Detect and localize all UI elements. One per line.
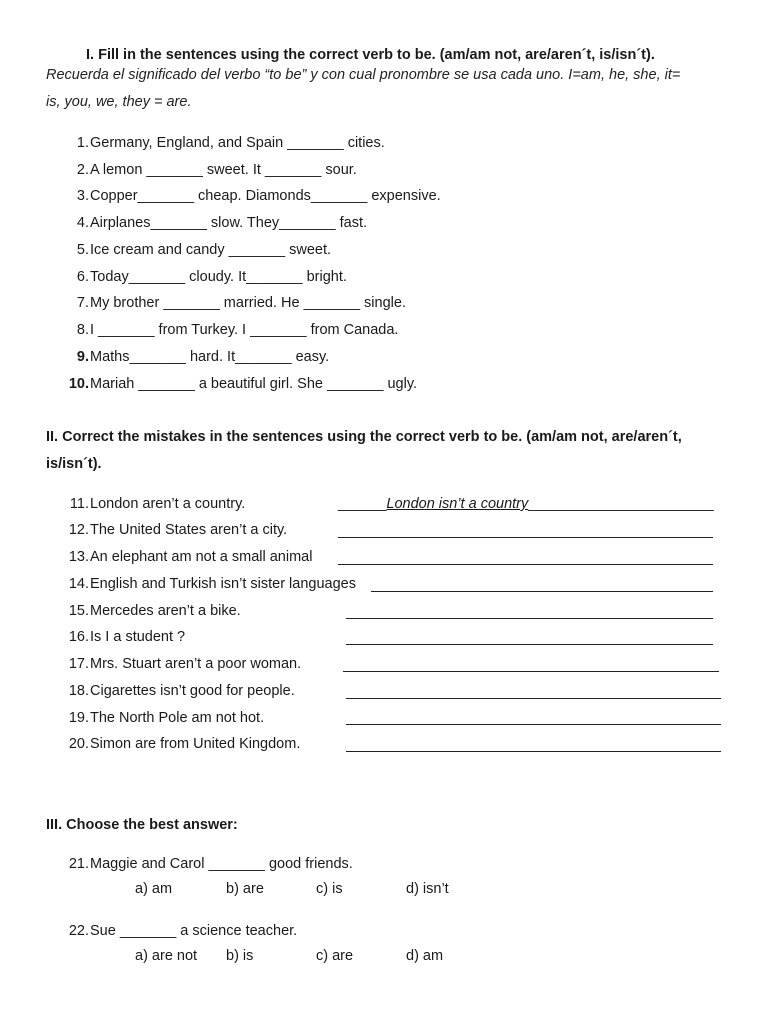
section-1-note-line-1: Recuerda el significado del verbo “to be” y con cual pronombre se usa cada uno. I=am, he, she, it= <box>46 67 681 83</box>
item-text: A lemon _______ sweet. It _______ sour. <box>90 162 357 178</box>
list-item <box>67 494 347 514</box>
list-item <box>67 627 347 647</box>
item-text: Airplanes_______ slow. They_______ fast. <box>90 215 368 231</box>
item-number: 8. <box>76 322 89 338</box>
list-item <box>67 347 667 367</box>
answer-option-d[interactable]: d) isn’t <box>406 881 449 897</box>
answer-blank[interactable] <box>346 618 713 619</box>
question-text: Maggie and Carol _______ good friends. <box>90 856 353 872</box>
section-3-title: III. Choose the best answer: <box>46 817 238 833</box>
question-number: 22. <box>68 923 89 939</box>
list-item <box>67 320 667 340</box>
list-item <box>67 374 667 394</box>
item-text: Mercedes aren’t a bike. <box>90 603 241 619</box>
item-text: Today_______ cloudy. It_______ bright. <box>90 269 347 285</box>
answer-blank[interactable] <box>371 591 713 592</box>
item-number: 14. <box>68 576 89 592</box>
answer-blank[interactable] <box>346 644 713 645</box>
list-item <box>67 160 667 180</box>
list-item <box>67 708 347 728</box>
item-number: 12. <box>68 522 89 538</box>
answer-option-d[interactable]: d) am <box>406 948 444 964</box>
section-2-title-line-2: is/isn´t). <box>46 456 102 472</box>
item-number: 15. <box>68 603 89 619</box>
item-number: 5. <box>76 242 89 258</box>
item-number: 2. <box>76 162 89 178</box>
example-answer-line <box>338 494 714 514</box>
item-text: Ice cream and candy _______ sweet. <box>90 242 332 258</box>
item-number: 3. <box>76 188 89 204</box>
answer-blank[interactable] <box>338 564 713 565</box>
list-item <box>67 293 667 313</box>
list-item <box>67 186 667 206</box>
item-number: 10. <box>68 376 89 392</box>
item-number: 9. <box>76 349 89 365</box>
item-number: 20. <box>68 736 89 752</box>
item-text: An elephant am not a small animal <box>90 549 313 565</box>
answer-option-b[interactable]: b) are <box>226 881 264 897</box>
list-item <box>67 681 347 701</box>
item-text: London aren’t a country. <box>90 496 246 512</box>
example-answer: London isn’t a country <box>386 496 529 512</box>
item-text: Cigarettes isn’t good for people. <box>90 683 295 699</box>
item-number: 11. <box>69 496 89 512</box>
answer-blank[interactable] <box>346 724 721 725</box>
item-text: Simon are from United Kingdom. <box>90 736 301 752</box>
item-text: The North Pole am not hot. <box>90 710 265 726</box>
answer-blank[interactable] <box>346 751 721 752</box>
item-text: Maths_______ hard. It_______ easy. <box>90 349 330 365</box>
answer-option-c[interactable]: c) is <box>316 881 343 897</box>
item-number: 13. <box>68 549 89 565</box>
answer-blank[interactable] <box>343 671 719 672</box>
item-text: Mrs. Stuart aren’t a poor woman. <box>90 656 302 672</box>
item-text: Copper_______ cheap. Diamonds_______ expensive. <box>90 188 441 204</box>
item-number: 19. <box>68 710 89 726</box>
item-text: The United States aren’t a city. <box>90 522 288 538</box>
answer-option-c[interactable]: c) are <box>316 948 354 964</box>
item-text: English and Turkish isn’t sister languages <box>90 576 356 592</box>
answer-option-b[interactable]: b) is <box>226 948 254 964</box>
list-item <box>67 267 667 287</box>
item-text: Mariah _______ a beautiful girl. She _______ ugly. <box>90 376 418 392</box>
example-answer-suffix: _______________________ <box>528 496 714 512</box>
item-text: I _______ from Turkey. I _______ from Canada. <box>90 322 399 338</box>
list-item <box>67 574 372 594</box>
list-item <box>67 734 347 754</box>
list-item <box>67 213 667 233</box>
item-text: Germany, England, and Spain _______ cities. <box>90 135 385 151</box>
item-text: Is I a student ? <box>90 629 186 645</box>
list-item <box>67 601 347 621</box>
example-answer-prefix: ______ <box>338 496 387 512</box>
list-item <box>67 520 347 540</box>
question-text: Sue _______ a science teacher. <box>90 923 298 939</box>
section-2-title-line-1: II. Correct the mistakes in the sentences using the correct verb to be. (am/am not, are/aren´t, <box>46 429 682 445</box>
list-item <box>67 240 667 260</box>
list-item <box>67 547 347 567</box>
answer-blank[interactable] <box>338 537 713 538</box>
item-text: My brother _______ married. He _______ single. <box>90 295 406 311</box>
question-item <box>67 854 467 874</box>
answer-option-a[interactable]: a) are not <box>135 948 198 964</box>
item-number: 17. <box>68 656 89 672</box>
list-item <box>67 654 347 674</box>
item-number: 7. <box>76 295 89 311</box>
item-number: 6. <box>76 269 89 285</box>
answer-blank[interactable] <box>346 698 721 699</box>
section-1-title: I. Fill in the sentences using the correct verb to be. (am/am not, are/aren´t, is/isn´t). <box>86 47 655 63</box>
answer-option-a[interactable]: a) am <box>135 881 173 897</box>
section-1-note-line-2: is, you, we, they = are. <box>46 94 192 110</box>
item-number: 18. <box>68 683 89 699</box>
question-item <box>67 921 467 941</box>
item-number: 16. <box>68 629 89 645</box>
list-item <box>67 133 667 153</box>
item-number: 4. <box>76 215 89 231</box>
question-number: 21. <box>68 856 89 872</box>
item-number: 1. <box>76 135 89 151</box>
